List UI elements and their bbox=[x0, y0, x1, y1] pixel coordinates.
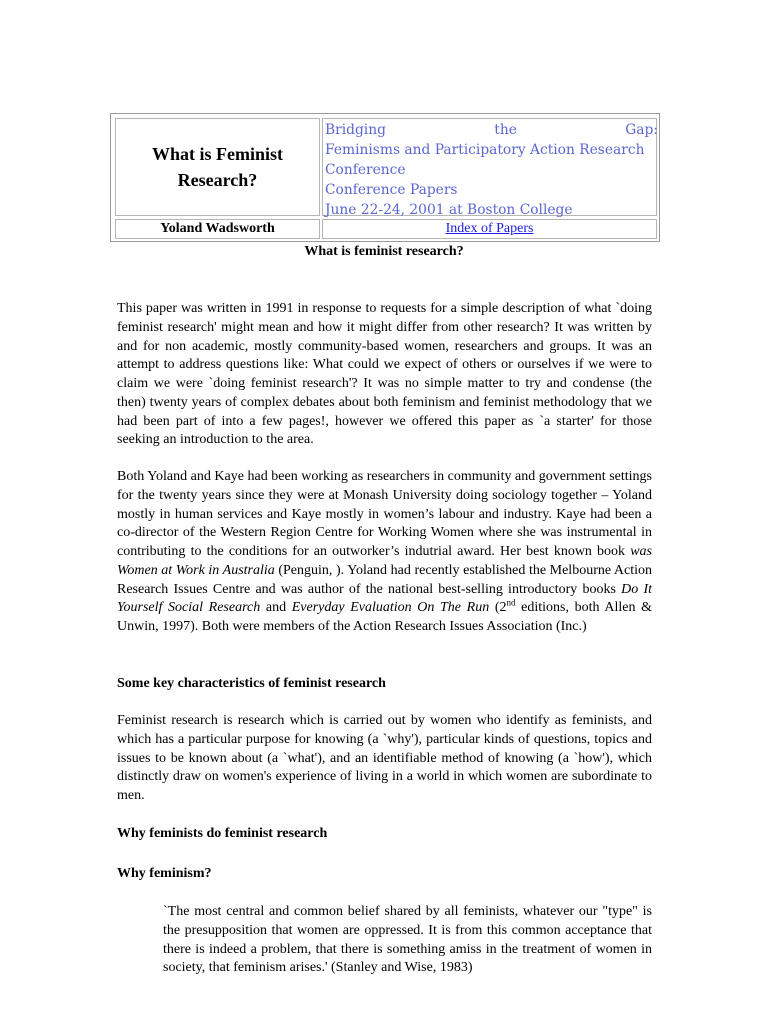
conference-line: Bridging the Gap: bbox=[325, 122, 658, 138]
document-title: What is feminist research? bbox=[304, 244, 464, 259]
characteristics-paragraph: Feminist research is research which is carried out by women who identify as feminists, and which has a particular purpose for knowing (a `why'), particular kinds of questions, topics and issues to be known about (a `what'), and an identifiable method of knowing (a `how'), which distinctly draw on women's experience of living in a world in which women are subordinate to men. bbox=[117, 713, 652, 803]
subsection-heading: Why feminists do feminist research bbox=[117, 826, 328, 841]
intro-paragraph: This paper was written in 1991 in response to requests for a simple description of what `doing feminist research' might mean and how it might differ from other research? It was written by and for non academic, mostly community-based women, researchers and groups. It was an attempt to address questions like: What could we expect of others or ourselves if we were to claim we were `doing feminist research'? It was no simple matter to try and condense (the then) twenty years of complex debates about both feminism and feminist methodology that we had been part of into a few pages!, however we offered this paper as `a starter' for those seeking an introduction to the area. bbox=[117, 301, 652, 448]
authors-paragraph-block bbox=[117, 468, 652, 637]
conference-line: June 22-24, 2001 at Boston College bbox=[325, 202, 573, 218]
block-quote: `The most central and common belief shared by all feminists, whatever our "type" is the presupposition that women are oppressed. It is from this common acceptance that there is indeed a problem, that there is something amiss in the treatment of women in society, that feminism arises.' (Stanley and Wise, 1983) bbox=[163, 904, 652, 976]
paper-title bbox=[152, 141, 283, 193]
conference-line: Feminisms and Participatory Action Research bbox=[325, 142, 645, 158]
conference-line: Conference Papers bbox=[325, 182, 458, 198]
book-title: was Women at Work in Australia bbox=[117, 544, 652, 578]
header-table bbox=[110, 113, 660, 242]
book-title: Do It Yourself Social Research bbox=[117, 581, 652, 616]
characteristics-paragraph-block bbox=[117, 712, 652, 806]
index-of-papers-link[interactable]: Index of Papers bbox=[445, 221, 534, 236]
superscript: nd bbox=[506, 597, 516, 608]
section-heading-block bbox=[117, 675, 652, 694]
paper-title-line2: Research? bbox=[177, 170, 258, 190]
text-run: editions, both Allen & Unwin, 1997). Both were members of the Action Research Issues Association (Inc.) bbox=[117, 600, 652, 634]
conference-line: Conference bbox=[325, 162, 406, 178]
text-run: (2 bbox=[489, 600, 507, 616]
paper-title-line1: What is Feminist bbox=[151, 144, 283, 164]
text-run: (Penguin, ). Yoland had recently established the Melbourne Action Research Issues Centre and was author of the national best-selling introductory books bbox=[117, 562, 652, 597]
book-title: Everyday Evaluation On The Run bbox=[291, 600, 490, 616]
text-run: and bbox=[260, 600, 292, 616]
conference-info bbox=[325, 120, 658, 220]
section-heading: Some key characteristics of feminist research bbox=[117, 676, 386, 691]
intro-paragraph-block bbox=[117, 300, 652, 450]
text-run: Both Yoland and Kaye had been working as researchers in community and government settings for the twenty years since they were at Monash University doing sociology together – Yoland mostly in human services and Kaye mostly in women’s labour and industry. Kaye had been a co-director of the Western Region Centre for Working Women where she was instrumental in contributing to the conditions for an outworker’s indutrial award. Her best known book bbox=[117, 469, 652, 559]
subsubsection-heading-block bbox=[117, 865, 652, 884]
subsubsection-heading: Why feminism? bbox=[117, 866, 212, 881]
author-cell bbox=[115, 219, 320, 239]
index-cell bbox=[322, 219, 657, 239]
conference-cell bbox=[322, 118, 657, 216]
author-name: Yoland Wadsworth bbox=[160, 221, 275, 236]
authors-paragraph bbox=[117, 468, 652, 637]
title-cell bbox=[115, 118, 320, 216]
subsection-heading-block bbox=[117, 825, 652, 844]
